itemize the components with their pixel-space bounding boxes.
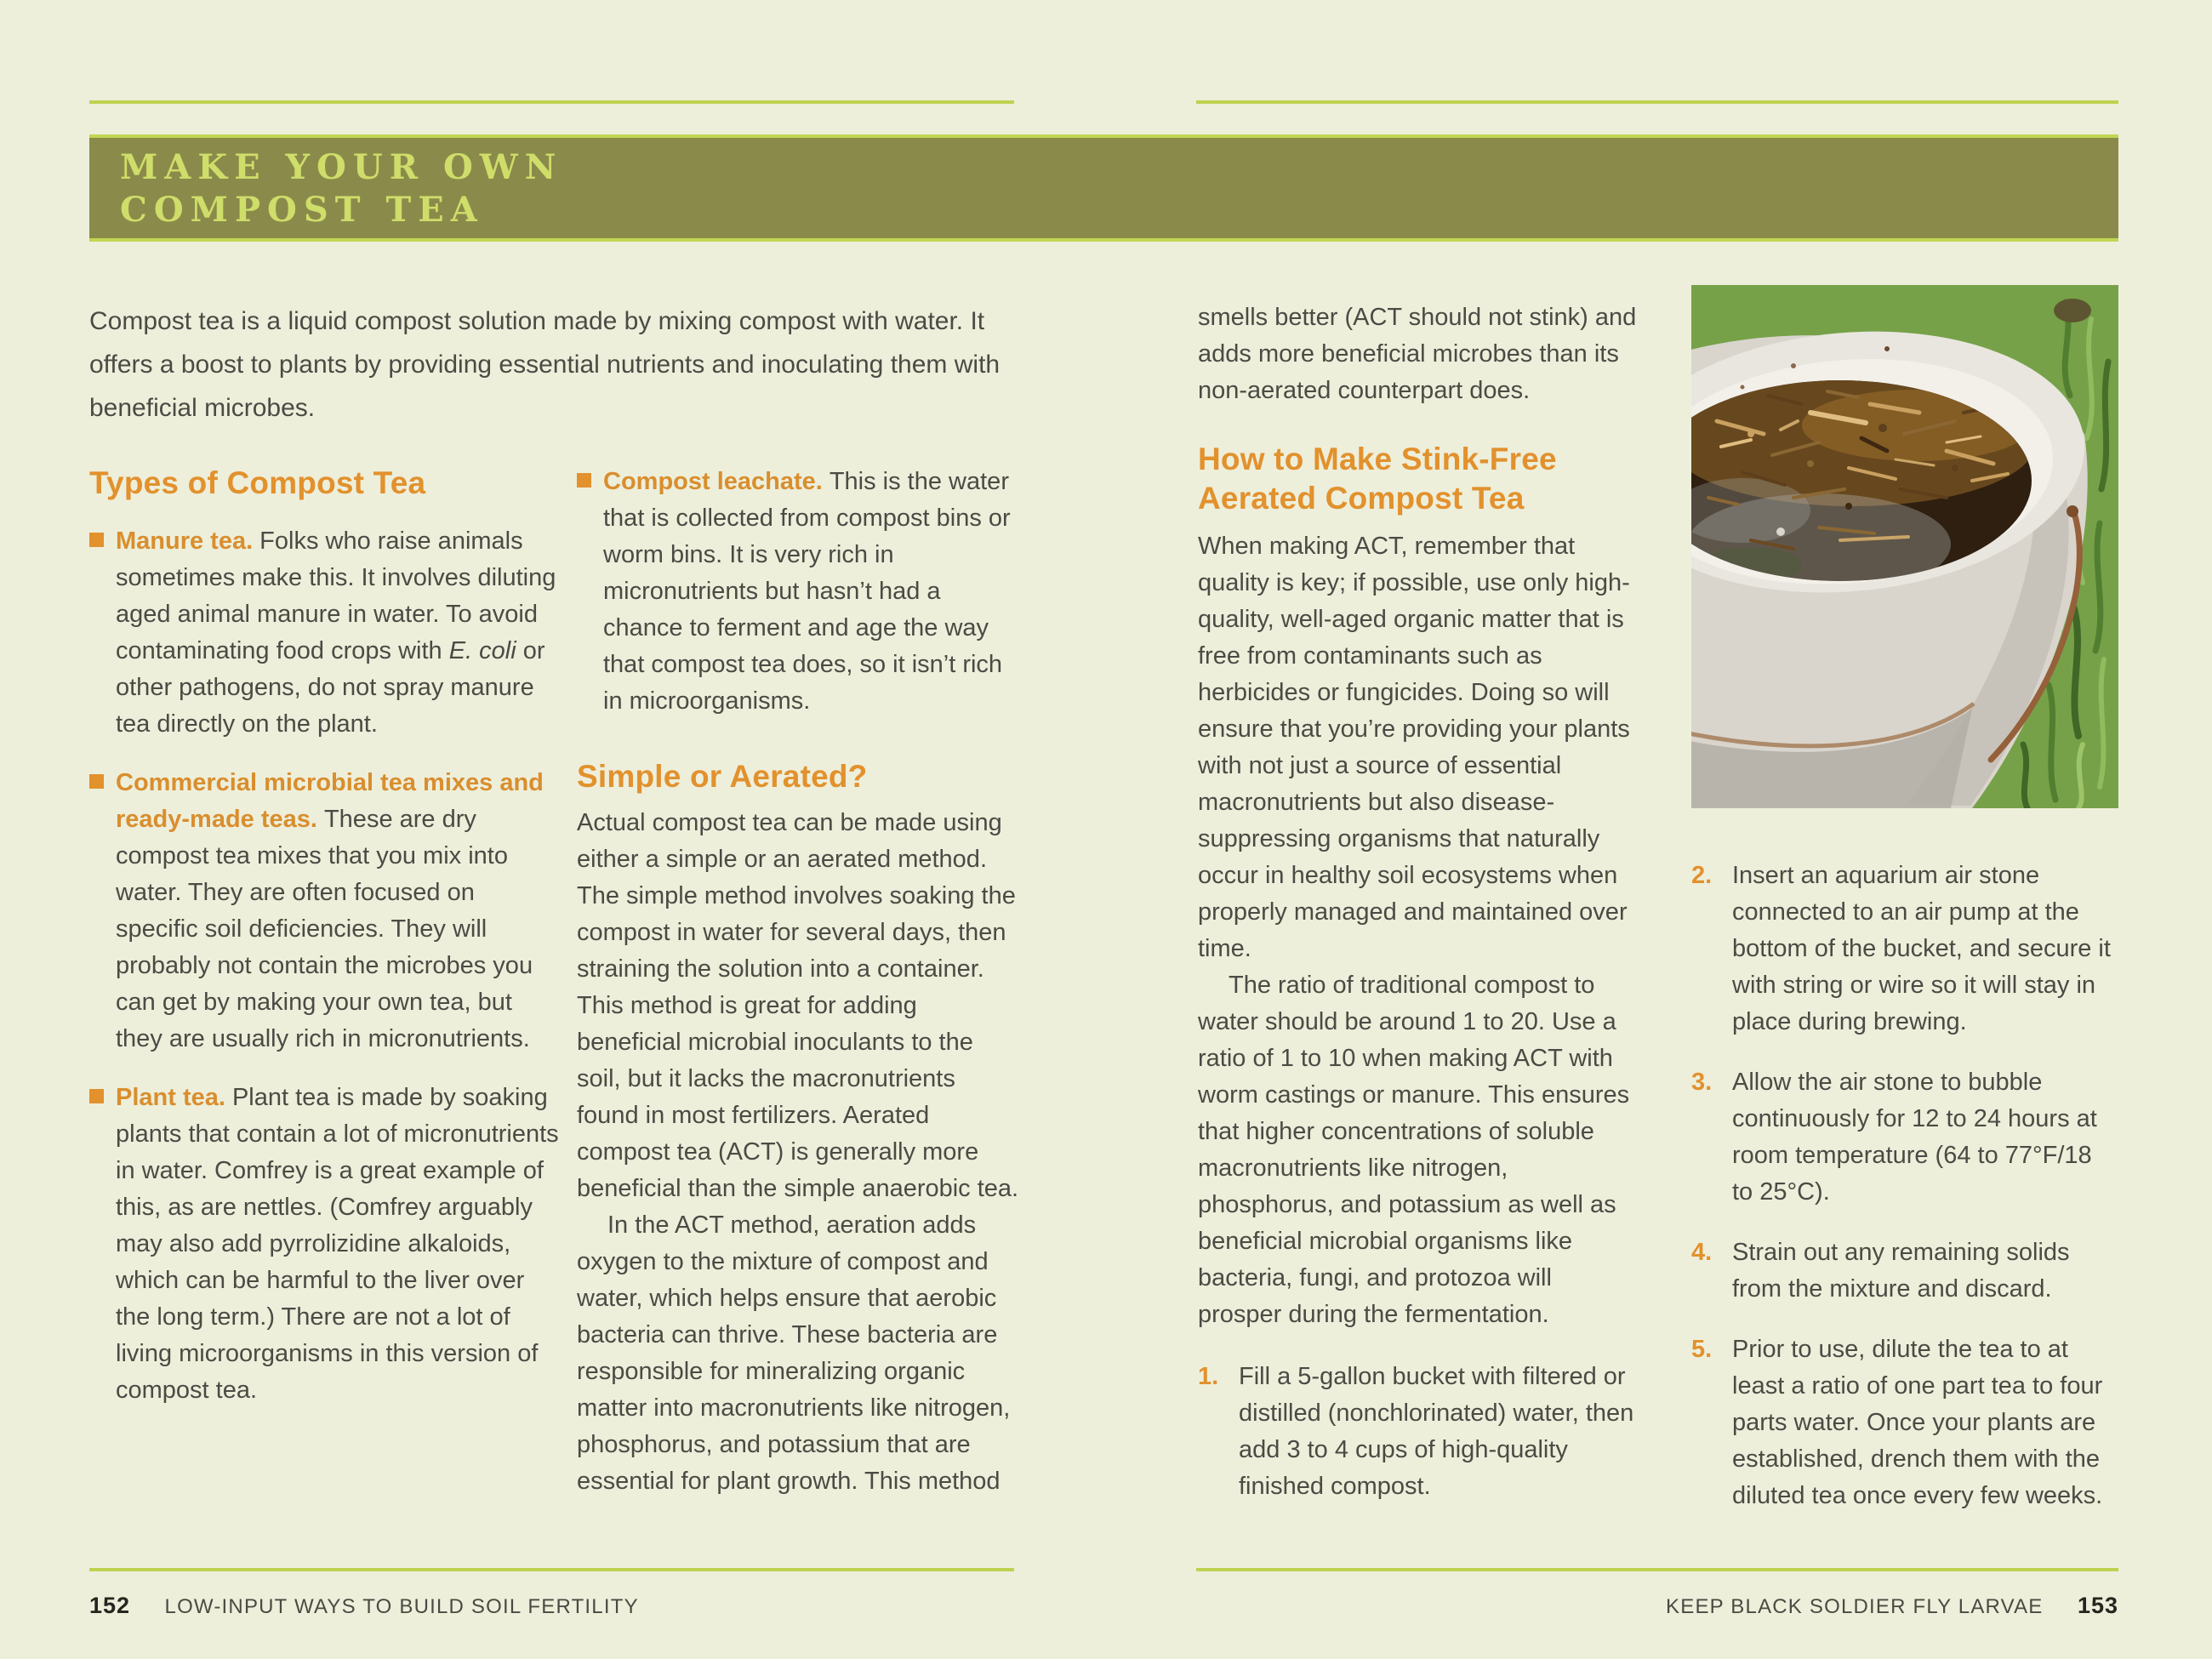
act-heading-line1: How to Make Stink-Free	[1198, 442, 1557, 476]
rim-speck	[1884, 346, 1890, 351]
intro-paragraph: Compost tea is a liquid compost solution made by mixing compost with water. It offers a boost to plants by providing essential nutrients and inoculating them with beneficial microbes.	[89, 307, 1001, 422]
bottom-rule-left-page	[89, 1568, 1014, 1571]
step-1	[1198, 1359, 1639, 1505]
list-item-commercial-mixes	[89, 765, 559, 1058]
bullet-text: Folks who raise animals sometimes make this. It involves diluting aged animal manure in water. To avoid contaminating food crops with	[116, 527, 556, 664]
page-number-right: 153	[2077, 1593, 2118, 1618]
step-number: 5.	[1691, 1336, 1713, 1363]
step-number: 4.	[1691, 1239, 1713, 1266]
bullet-text: or other pathogens, do not spray manure tea directly on the plant.	[116, 637, 545, 738]
simple-paragraph-2: In the ACT method, aeration adds oxygen to the mixture of compost and water, which helps ensure that aerobic bacteria can thrive. These bacteria are responsible for mineralizing organic matter into macronutrients like nitrogen, phosphorus, and potassium that are essential for plant growth. This method	[577, 1211, 1011, 1495]
bullet-square-icon	[89, 774, 104, 789]
bullet-text: This is the water that is collected from compost bins or worm bins. It is very rich in micronutrients but hasn’t had a chance to ferment and age the way that compost tea does, so it isn’t rich in microorganisms.	[603, 468, 1011, 715]
step-number: 1.	[1198, 1363, 1219, 1390]
bullet-text: These are dry compost tea mixes that you mix into water. They are often focused on specific soil deficiencies. They will probably not contain the microbes you can get by making your own tea, but they are usually rich in micronutrients.	[116, 806, 533, 1052]
handle-attachment	[2067, 505, 2078, 517]
page-number-left: 152	[89, 1593, 131, 1618]
list-item-compost-leachate	[577, 464, 1023, 720]
act-paragraph-2: The ratio of traditional compost to water should be around 1 to 20. Use a ratio of 1 to 10 when making ACT with worm castings or manure. This ensures that higher concentrations of soluble macronutrients like nitrogen, phosphorus, and potassium as well as beneficial microbial organisms like bacteria, fungi, and protozoa will prosper during the fermentation.	[1198, 972, 1630, 1328]
running-head-right: KEEP BLACK SOLDIER FLY LARVAE	[1666, 1595, 2044, 1618]
section-banner	[89, 134, 2118, 242]
bullet-lead: Compost leachate.	[603, 468, 823, 495]
step-3	[1691, 1064, 2118, 1211]
bullet-lead: Plant tea.	[116, 1084, 225, 1111]
bullet-square-icon	[89, 1089, 104, 1103]
top-rule-left-page	[89, 100, 1014, 104]
banner-title-line1: MAKE YOUR OWN	[120, 147, 563, 187]
right-page-column-1	[1198, 299, 1639, 1505]
step-text: Prior to use, dilute the tea to at least a ratio of one part tea to four parts water. Once your plants are established, drench them with the diluted tea once every few weeks.	[1732, 1336, 2103, 1509]
list-item-plant-tea	[89, 1080, 559, 1409]
bullet-square-icon	[577, 473, 591, 487]
continuation-paragraph: smells better (ACT should not stink) and adds more beneficial microbes than its non-aerated counterpart does.	[1198, 304, 1637, 404]
step-2	[1691, 858, 2118, 1040]
bullet-text-italic: E. coli	[448, 637, 516, 664]
top-rule-right-page	[1196, 100, 2118, 104]
simple-or-aerated-heading: Simple or Aerated?	[577, 759, 868, 794]
banner-title-line2: COMPOST TEA	[120, 190, 484, 230]
bullet-lead: Manure tea.	[116, 527, 254, 555]
step-number: 3.	[1691, 1069, 1713, 1096]
act-heading-line2: Aerated Compost Tea	[1198, 481, 1525, 516]
simple-paragraph-1: Actual compost tea can be made using either a simple or an aerated method. The simple method involves soaking the compost in water for several days, then straining the solution into a container. This method is great for adding beneficial microbial inoculants to the soil, but it lacks the macronutrients found in most fertilizers. Aerated compost tea (ACT) is generally more beneficial than the simple anaerobic tea.	[577, 809, 1019, 1202]
rim-speck	[1741, 385, 1745, 390]
act-heading	[1198, 440, 1639, 518]
step-number: 2.	[1691, 862, 1713, 889]
step-text: Fill a 5-gallon bucket with filtered or distilled (nonchlorinated) water, then add 3 to 4 cups of high-quality finished compost.	[1239, 1363, 1634, 1500]
left-page-column-2	[577, 464, 1023, 1500]
act-paragraph-1: When making ACT, remember that quality is key; if possible, use only high-quality, well-aged organic matter that is free from contaminants such as herbicides or fungicides. Doing so will ensure that you’re providing your plants with not just a source of essential macronutrients but also disease-suppressing organisms that naturally occur in healthy soil ecosystems when properly managed and maintained over time.	[1198, 533, 1630, 962]
bullet-square-icon	[89, 533, 104, 547]
step-5	[1691, 1331, 2118, 1514]
list-item-manure-tea	[89, 523, 559, 743]
step-text: Allow the air stone to bubble continuously for 12 to 24 hours at room temperature (64 to 77°F/18 to 25°C).	[1732, 1069, 2097, 1206]
steps-2-to-5	[1691, 858, 2118, 1538]
left-page-column-1	[89, 464, 559, 1431]
step-text: Insert an aquarium air stone connected to an air pump at the bottom of the bucket, and secure it with string or wire so it will stay in place during brewing.	[1732, 862, 2111, 1035]
left-page-footer	[89, 1593, 639, 1619]
running-head-left: LOW-INPUT WAYS TO BUILD SOIL FERTILITY	[164, 1595, 639, 1618]
step-4	[1691, 1234, 2118, 1308]
compost-tea-bucket-photo	[1691, 285, 2118, 808]
step-text: Strain out any remaining solids from the mixture and discard.	[1732, 1239, 2070, 1303]
bullet-text: Plant tea is made by soaking plants that contain a lot of micronutrients in water. Comfrey is a great example of this, as are nettles. (Comfrey arguably may also add pyrrolizidine alkaloids, which can be harmful to the liver over the long term.) There are not a lot of living microorganisms in this version of compost tea.	[116, 1084, 559, 1404]
bottom-rule-right-page	[1196, 1568, 2118, 1571]
rim-speck	[1791, 363, 1796, 368]
right-page-footer	[1666, 1593, 2118, 1619]
banner-title	[89, 138, 2118, 231]
types-heading: Types of Compost Tea	[89, 465, 426, 500]
bullet-lead: Commercial microbial tea mixes and ready-made teas.	[116, 769, 544, 833]
